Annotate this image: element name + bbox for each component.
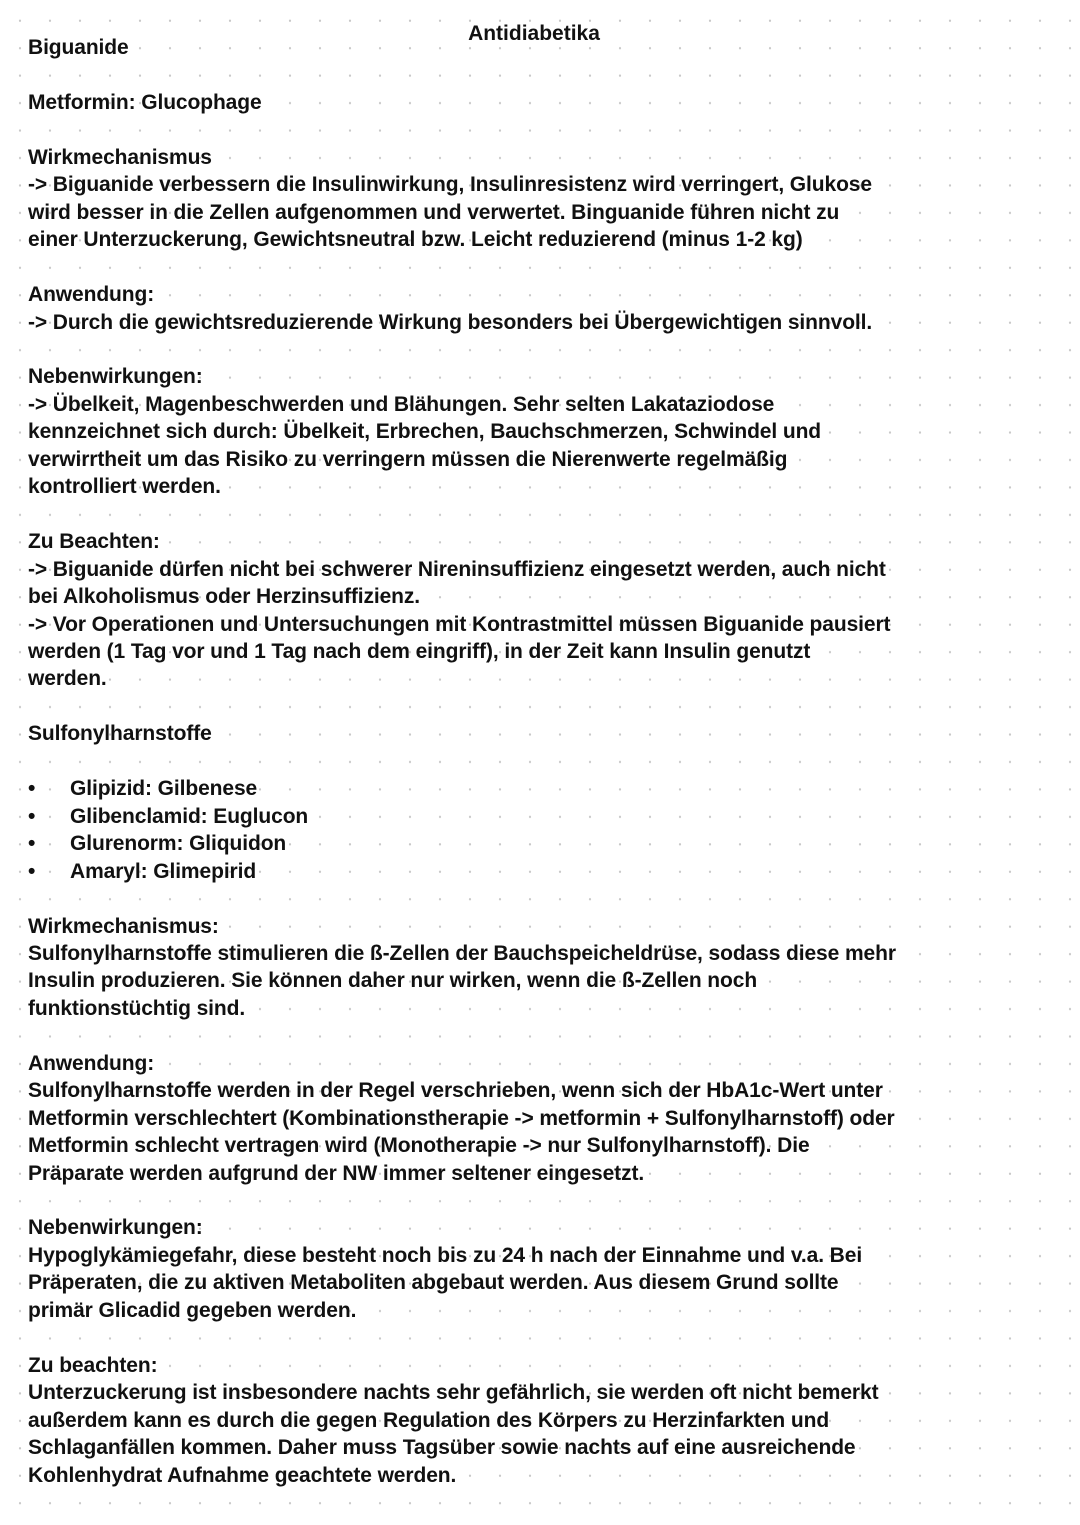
blank-line bbox=[28, 336, 1068, 363]
paragraph-line: einer Unterzuckerung, Gewichtsneutral bzw. Leicht reduzierend (minus 1-2 kg) bbox=[28, 228, 803, 252]
paragraph-line: bei Alkoholismus oder Herzinsuffizienz. bbox=[28, 585, 421, 609]
section-heading: Nebenwirkungen: bbox=[28, 1216, 203, 1240]
paragraph-line: außerdem kann es durch die gegen Regulation des Körpers zu Herzinfarkten und bbox=[28, 1408, 830, 1432]
paragraph-line: Sulfonylharnstoffe werden in der Regel verschrieben, wenn sich der HbA1c-Wert unter bbox=[28, 1079, 883, 1103]
document-body bbox=[28, 34, 1068, 1489]
bullet-icon: • bbox=[28, 777, 36, 801]
bullet-icon: • bbox=[28, 832, 36, 856]
paragraph-line: Präperaten, die zu aktiven Metaboliten abgebaut werden. Aus diesem Grund sollte bbox=[28, 1271, 839, 1295]
section-heading: Sulfonylharnstoffe bbox=[28, 722, 212, 746]
paragraph-line: Metformin verschlechtert (Kombinationstherapie -> metformin + Sulfonylharnstoff) oder bbox=[28, 1106, 895, 1130]
blank-line bbox=[28, 748, 1068, 775]
blank-line bbox=[28, 254, 1068, 281]
paragraph-line: Präparate werden aufgrund der NW immer seltener eingesetzt. bbox=[28, 1161, 645, 1185]
paragraph-line: Schlaganfällen kommen. Daher muss Tagsüber sowie nachts auf eine ausreichende bbox=[28, 1436, 856, 1460]
section-heading: Biguanide bbox=[28, 36, 129, 59]
bullet-icon: • bbox=[28, 804, 36, 828]
section-heading: Wirkmechanismus: bbox=[28, 914, 219, 938]
blank-line bbox=[28, 1187, 1068, 1214]
blank-line bbox=[28, 1324, 1068, 1351]
paragraph-line: wird besser in die Zellen aufgenommen und verwertet. Binguanide führen nicht zu bbox=[28, 200, 840, 224]
paragraph-line: kontrolliert werden. bbox=[28, 475, 221, 499]
list-item bbox=[28, 858, 1068, 885]
blank-line bbox=[28, 885, 1068, 912]
paragraph-line: -> Vor Operationen und Untersuchungen mit Kontrastmittel müssen Biguanide pausiert bbox=[28, 612, 891, 636]
paragraph-line: primär Glicadid gegeben werden. bbox=[28, 1298, 357, 1322]
section-heading: Anwendung: bbox=[28, 283, 155, 307]
list-item-text: Amaryl: Glimepirid bbox=[70, 859, 257, 883]
section-heading: Wirkmechanismus bbox=[28, 145, 212, 169]
blank-line bbox=[28, 61, 1068, 88]
section-heading: Nebenwirkungen: bbox=[28, 365, 203, 389]
paragraph-line: -> Übelkeit, Magenbeschwerden und Blähungen. Sehr selten Lakataziodose bbox=[28, 392, 775, 416]
paragraph-line: verwirrtheit um das Risiko zu verringern müssen die Nierenwerte regelmäßig bbox=[28, 447, 788, 471]
paragraph-line: kennzeichnet sich durch: Übelkeit, Erbrechen, Bauchschmerzen, Schwindel und bbox=[28, 420, 822, 444]
paragraph-line: Metformin: Glucophage bbox=[28, 90, 262, 114]
section-heading: Zu Beachten: bbox=[28, 530, 160, 554]
list-item bbox=[28, 830, 1068, 857]
paragraph-line: -> Biguanide verbessern die Insulinwirkung, Insulinresistenz wird verringert, Glukose bbox=[28, 173, 872, 197]
paragraph-line: -> Durch die gewichtsreduzierende Wirkung besonders bei Übergewichtigen sinnvoll. bbox=[28, 310, 873, 334]
paragraph-line: werden. bbox=[28, 667, 107, 691]
blank-line bbox=[28, 1022, 1068, 1049]
list-item-text: Glibenclamid: Euglucon bbox=[70, 804, 309, 828]
paragraph-line: funktionstüchtig sind. bbox=[28, 996, 246, 1020]
paragraph-line: Kohlenhydrat Aufnahme geachtete werden. bbox=[28, 1463, 457, 1487]
blank-line bbox=[28, 501, 1068, 528]
blank-line bbox=[28, 693, 1068, 720]
paragraph-line: -> Biguanide dürfen nicht bei schwerer Nireninsuffizienz eingesetzt werden, auch nicht bbox=[28, 557, 886, 581]
paragraph-line: werden (1 Tag vor und 1 Tag nach dem eingriff), in der Zeit kann Insulin genutzt bbox=[28, 639, 811, 663]
section-heading: Anwendung: bbox=[28, 1051, 155, 1075]
list-item-text: Glurenorm: Gliquidon bbox=[70, 832, 287, 856]
page-title: Antidiabetika bbox=[468, 22, 600, 45]
paragraph-line: Unterzuckerung ist insbesondere nachts sehr gefährlich, sie werden oft nicht bemerkt bbox=[28, 1381, 879, 1405]
list-item bbox=[28, 775, 1068, 802]
list-item bbox=[28, 803, 1068, 830]
bullet-icon: • bbox=[28, 859, 36, 883]
paragraph-line: Insulin produzieren. Sie können daher nur wirken, wenn die ß-Zellen noch bbox=[28, 969, 758, 993]
paragraph-line: Metformin schlecht vertragen wird (Monotherapie -> nur Sulfonylharnstoff). Die bbox=[28, 1134, 810, 1158]
list-item-text: Glipizid: Gilbenese bbox=[70, 777, 258, 801]
section-heading: Zu beachten: bbox=[28, 1353, 158, 1377]
paragraph-line: Hypoglykämiegefahr, diese besteht noch bis zu 24 h nach der Einnahme und v.a. Bei bbox=[28, 1243, 863, 1267]
paragraph-line: Sulfonylharnstoffe stimulieren die ß-Zellen der Bauchspeicheldrüse, sodass diese mehr bbox=[28, 941, 896, 965]
blank-line bbox=[28, 116, 1068, 143]
